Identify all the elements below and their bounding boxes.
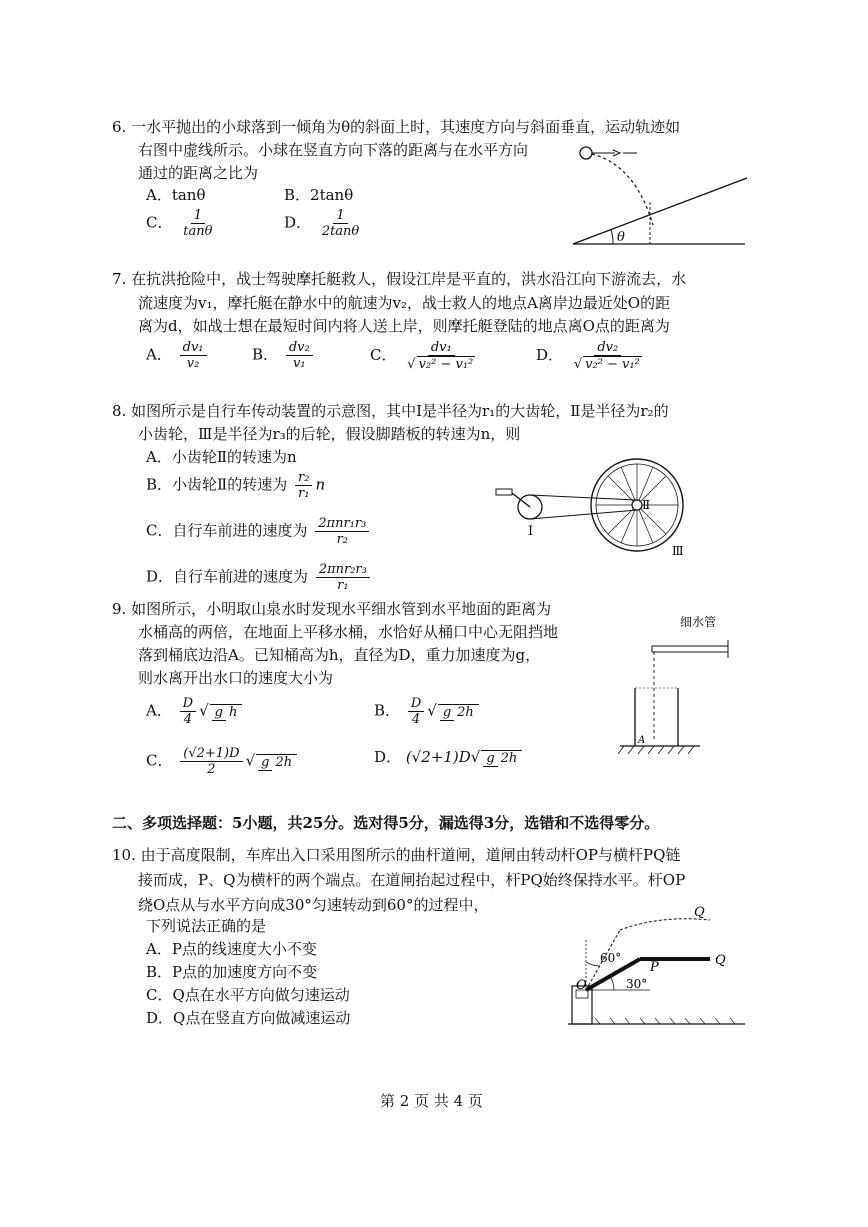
q7-stem-line1: 7. 在抗洪抢险中，战士驾驶摩托艇救人，假设江岸是平直的，洪水沿江向下游流去，水: [112, 270, 687, 288]
q7-stem-line3: 离为d，如战士想在最短时间内将人送上岸，则摩托艇登陆的地点离O点的距离为: [138, 317, 670, 335]
q9-thin-pipe-label: 细水管: [680, 615, 717, 629]
q8-option-d: D．自行车前进的速度为 $\frac{\text{2πnr₂r₃}}{\text{r₁}}$: [146, 562, 373, 593]
q7-option-d-label: D．: [536, 346, 564, 364]
q10-option-d: D．Q点在竖直方向做减速运动: [146, 1009, 351, 1027]
q6-option-b: B．2tanθ: [284, 186, 354, 204]
q8-gear-i-label: I: [528, 524, 534, 539]
q10-gate-figure: [560, 900, 750, 1030]
q9-option-a-radical: g h: [210, 704, 243, 720]
q7-option-b: [252, 340, 316, 371]
q10-point-q-upper-label: Q: [694, 905, 705, 920]
q9-option-a-fraction: $\frac{D}{4}$: [180, 696, 196, 727]
q9-stem-line2: 水桶高的两倍，在地面上平移水桶，水恰好从桶口中心无阻挡地: [138, 623, 559, 641]
q9-option-c-fraction: $\frac{(√2+1)D}{2}$: [180, 746, 242, 777]
q7-option-c-fraction: $\frac{\text{dv₁}}{\text{√ v₂² − v₁²}}$: [407, 340, 474, 372]
q9-option-c-radical: g 2h: [256, 754, 297, 770]
page-footer: 第 2 页 共 4 页: [380, 1092, 483, 1110]
q10-angle-30-label: 30°: [626, 977, 648, 991]
q8-option-c: C．自行车前进的速度为 $\frac{\text{2πnr₁r₃}}{\text{r₂}}$: [146, 516, 372, 547]
q8-wheel-iii-label: Ⅲ: [672, 544, 684, 558]
q6-option-c-fraction: $\frac{1}{\tan\theta}$: [183, 208, 213, 239]
q10-angle-60-label: 60°: [600, 951, 622, 965]
q9-option-a: A． $\frac{D}{4}$ √ g h: [146, 696, 245, 727]
q7-option-d-fraction: $\frac{\text{dv₂}}{\text{√ v₂² − v₁²}}$: [573, 340, 640, 372]
q6-incline-figure: [565, 140, 750, 250]
q7-option-a-label: A．: [146, 345, 172, 364]
q6-option-c: [146, 208, 218, 239]
q10-stem-line1: 10. 由于高度限制，车库出入口采用图所示的曲杆道闸，道闸由转动杆OP与横杆PQ链: [112, 846, 681, 864]
q8-option-c-fraction: $\frac{\text{2πnr₁r₃}}{\text{r₂}}$: [315, 516, 369, 547]
q6-option-d: [284, 208, 365, 239]
q6-stem-line2: 右图中虚线所示。小球在竖直方向下落的距离与在水平方向: [138, 141, 529, 159]
q9-point-a-label: A: [638, 735, 646, 746]
q7-stem-line2: 流速度为v₁，摩托艇在静水中的航速为v₂，战士救人的地点A离岸边最近处O的距: [138, 294, 671, 312]
q10-stem-line4: 下列说法正确的是: [146, 917, 267, 935]
section-two-heading: 二、多项选择题：5小题，共25分。选对得5分，漏选得3分，选错和不选得零分。: [112, 814, 660, 832]
q7-option-a: [146, 340, 210, 371]
q9-option-d: D． (√2+1)D√ g 2h: [374, 746, 525, 768]
q8-option-b: B．小齿轮Ⅱ的转速为 $\frac{\text{r₂}}{\text{r₁}}$ n: [146, 470, 326, 501]
q8-option-d-fraction: $\frac{\text{2πnr₂r₃}}{\text{r₁}}$: [316, 562, 370, 593]
q9-water-pipe-figure: [610, 612, 745, 762]
q8-option-a: A．小齿轮Ⅱ的转速为n: [146, 448, 297, 466]
q6-option-d-label: D．: [284, 213, 312, 232]
q6-option-d-fraction: $\frac{1}{2\tan\theta}$: [321, 208, 360, 239]
q9-option-b-fraction: $\frac{D}{4}$: [408, 696, 424, 727]
q8-stem-line2: 小齿轮，Ⅲ是半径为r₃的后轮，假设脚踏板的转速为n，则: [138, 425, 521, 443]
q9-option-d-radical: g 2h: [481, 750, 522, 766]
q10-stem-line3: 绕O点从与水平方向成30°匀速转动到60°的过程中，: [138, 896, 489, 914]
q10-option-a: A．P点的线速度大小不变: [146, 940, 317, 958]
q10-point-q-right-label: Q: [715, 953, 726, 968]
q10-point-p-label: P: [650, 960, 659, 975]
q7-option-c: [370, 340, 481, 372]
q9-option-c: C． $\frac{(√2+1)D}{2}$ √ g 2h: [146, 746, 300, 777]
q6-option-a: A．tanθ: [146, 186, 206, 204]
q7-option-c-label: C．: [370, 346, 397, 364]
q8-stem-line1: 8. 如图所示是自行车传动装置的示意图，其中Ⅰ是半径为r₁的大齿轮，Ⅱ是半径为r₂的: [112, 402, 669, 420]
q6-stem-line3: 通过的距离之比为: [138, 164, 259, 182]
q6-option-c-label: C．: [146, 213, 173, 232]
q7-option-d: [536, 340, 648, 372]
q9-option-b: B． $\frac{D}{4}$ √ g 2h: [374, 696, 482, 727]
q7-option-b-fraction: $\frac{\text{dv₂}}{\text{v₁}}$: [286, 340, 313, 371]
q8-bicycle-figure: [490, 455, 690, 560]
q9-stem-line4: 则水离开出水口的速度大小为: [138, 669, 334, 687]
q8-gear-ii-label: Ⅱ: [642, 498, 651, 512]
q9-option-b-radical: g 2h: [438, 704, 479, 720]
q9-stem-line1: 9. 如图所示，小明取山泉水时发现水平细水管到水平地面的距离为: [112, 600, 552, 618]
q10-option-c: C．Q点在水平方向做匀速运动: [146, 986, 350, 1004]
q8-option-b-fraction: $\frac{\text{r₂}}{\text{r₁}}$: [295, 470, 312, 501]
q6-angle-label: θ: [617, 230, 625, 245]
q10-option-b: B．P点的加速度方向不变: [146, 963, 318, 981]
q7-option-a-fraction: $\frac{\text{dv₁}}{\text{v₂}}$: [180, 340, 207, 371]
q9-stem-line3: 落到桶底边沿A。已知桶高为h，直径为D，重力加速度为g，: [138, 646, 541, 664]
q7-option-b-label: B．: [252, 345, 279, 364]
q6-stem-line1: 6. 一水平抛出的小球落到一倾角为θ的斜面上时，其速度方向与斜面垂直，运动轨迹如: [112, 118, 681, 136]
q10-point-o-label: O: [576, 978, 587, 993]
q10-stem-line2: 接而成，P、Q为横杆的两个端点。在道闸抬起过程中，杆PQ始终保持水平。杆OP: [138, 871, 686, 889]
